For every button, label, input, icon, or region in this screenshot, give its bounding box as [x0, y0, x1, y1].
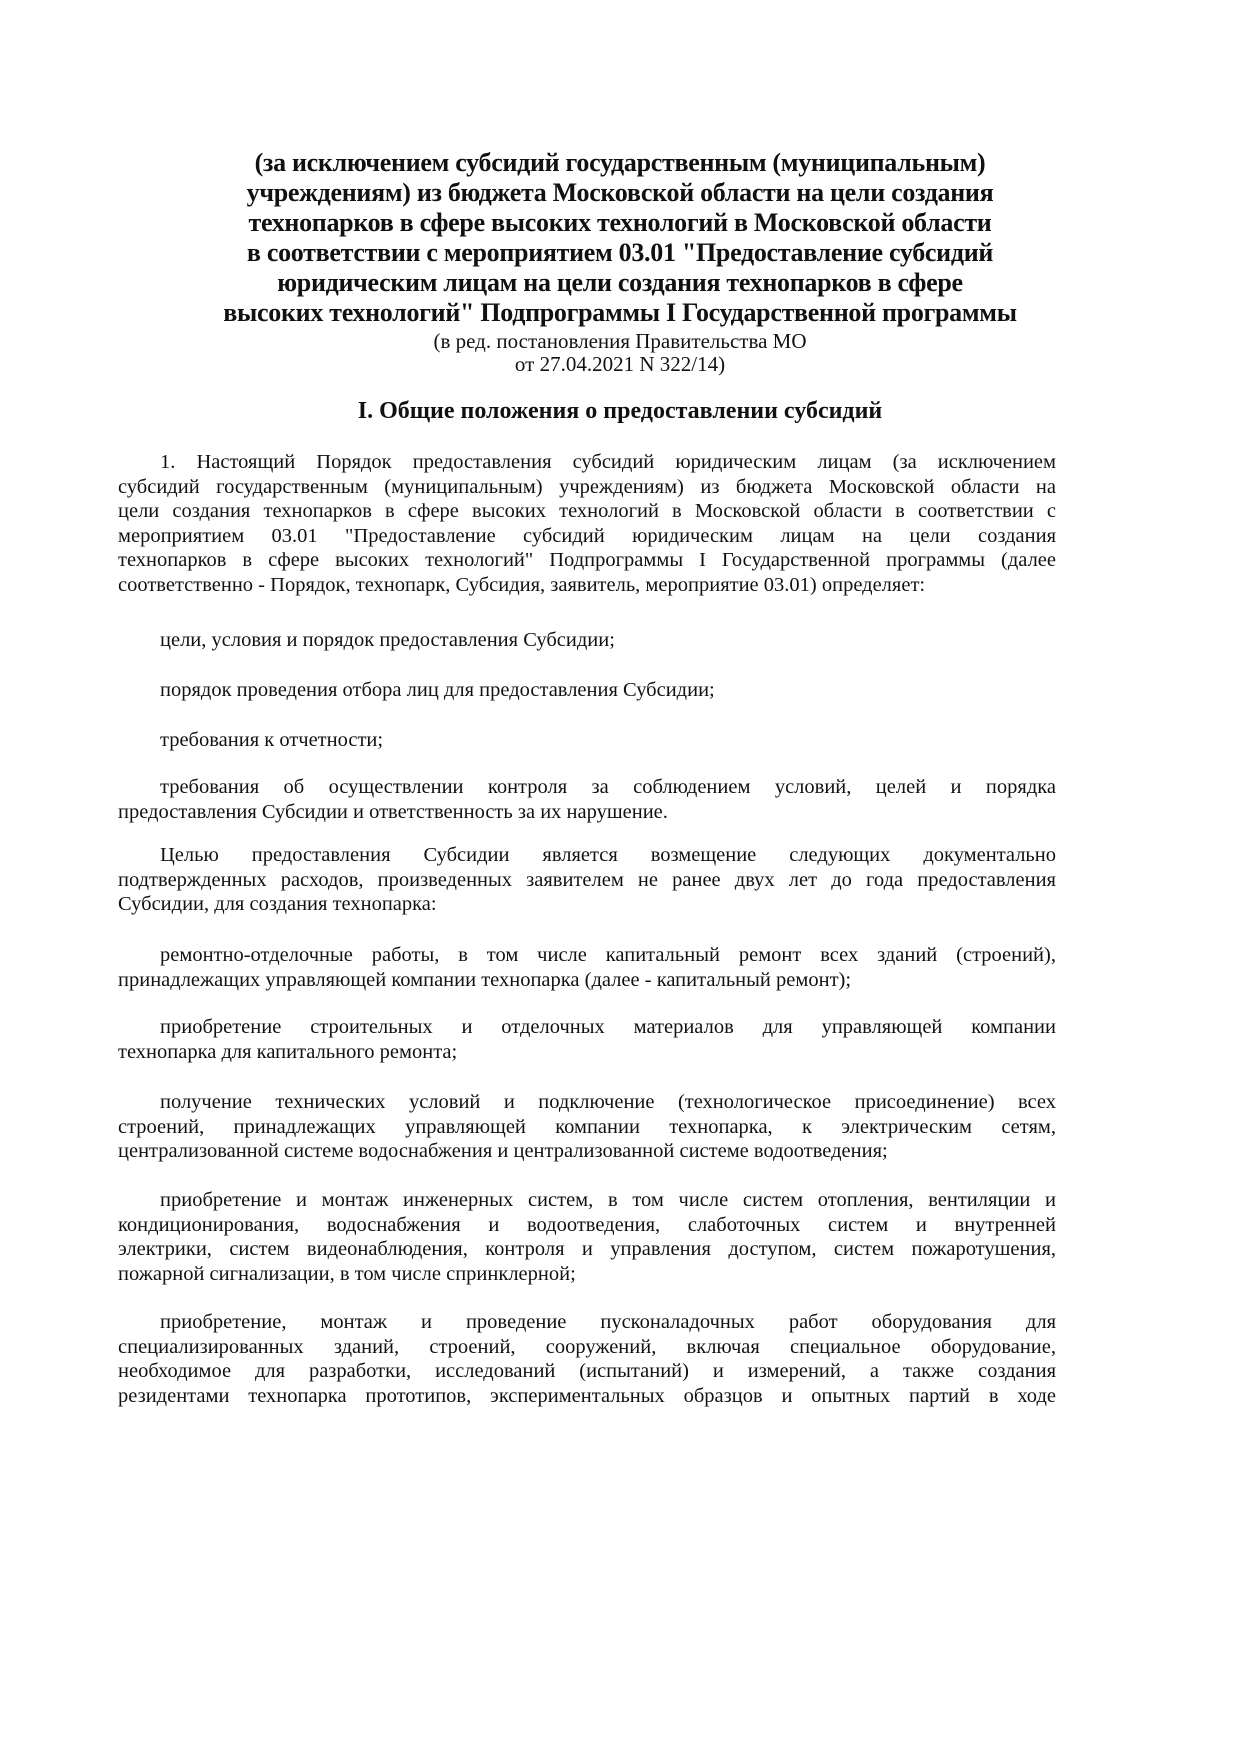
- paragraph-line: соответственно - Порядок, технопарк, Субсидия, заявитель, мероприятие 03.01) определяет:: [118, 573, 926, 596]
- paragraph-line: требования об осуществлении контроля за соблюдением условий, целей и порядка: [160, 776, 1056, 798]
- paragraph-line: приобретение и монтаж инженерных систем, в том числе систем отопления, вентиляции и: [160, 1189, 1056, 1211]
- paragraph-line: необходимое для разработки, исследований (испытаний) и измерений, а также создания: [118, 1360, 1056, 1382]
- paragraph: [118, 943, 1056, 992]
- paragraph: [118, 728, 1056, 753]
- title-line: учреждениям) из бюджета Московской области на цели создания: [246, 178, 994, 207]
- paragraph: [118, 678, 1056, 703]
- paragraph: [118, 628, 1056, 653]
- paragraph-line: субсидий государственным (муниципальным) учреждениям) из бюджета Московской области на: [118, 475, 1056, 498]
- amendment-note: [0, 330, 1240, 376]
- paragraph-line: предоставления Субсидии и ответственность за их нарушение.: [118, 800, 668, 823]
- paragraph-line: технопарка для капитального ремонта;: [118, 1040, 458, 1063]
- document-title: [0, 148, 1240, 328]
- paragraph: [118, 1090, 1056, 1164]
- paragraph: [118, 843, 1056, 917]
- amendment-line: (в ред. постановления Правительства МО: [433, 329, 807, 353]
- paragraph-line: цели, условия и порядок предоставления Субсидии;: [160, 629, 615, 651]
- paragraph-line: централизованной системе водоснабжения и централизованной системе водоотведения;: [118, 1140, 888, 1162]
- title-line: технопарков в сфере высоких технологий в Московской области: [248, 208, 992, 237]
- paragraph-line: принадлежащих управляющей компании технопарка (далее - капитальный ремонт);: [118, 968, 852, 991]
- paragraph-line: электрики, систем видеонаблюдения, контроля и управления доступом, систем пожаротушения,: [118, 1238, 1056, 1260]
- paragraph: [118, 1188, 1056, 1286]
- paragraph-line: 1. Настоящий Порядок предоставления субсидий юридическим лицам (за исключением: [160, 451, 1056, 473]
- paragraph-line: пожарной сигнализации, в том числе спринклерной;: [118, 1262, 576, 1285]
- paragraph-line: специализированных зданий, строений, сооружений, включая специальное оборудование,: [118, 1335, 1056, 1358]
- paragraph-line: технопарков в сфере высоких технологий" Подпрограммы I Государственной программы (далее: [118, 549, 1056, 571]
- title-line: в соответствии с мероприятием 03.01 "Предоставление субсидий: [246, 238, 994, 267]
- paragraph-line: приобретение строительных и отделочных материалов для управляющей компании: [160, 1016, 1056, 1038]
- paragraph-line: получение технических условий и подключение (технологическое присоединение) всех: [160, 1091, 1056, 1113]
- paragraph: [118, 1310, 1056, 1408]
- title-line: высоких технологий" Подпрограммы I Государственной программы: [223, 298, 1017, 327]
- paragraph-line: строений, принадлежащих управляющей компании технопарка, к электрическим сетям,: [118, 1115, 1056, 1138]
- paragraph-line: Целью предоставления Субсидии является возмещение следующих документально: [160, 844, 1056, 866]
- paragraph-line: цели создания технопарков в сфере высоких технологий в Московской области в соответствии с: [118, 500, 1056, 522]
- paragraph-line: требования к отчетности;: [160, 729, 384, 751]
- title-line: юридическим лицам на цели создания технопарков в сфере: [277, 268, 963, 297]
- paragraph-line: резидентами технопарка прототипов, экспериментальных образцов и опытных партий в ходе: [118, 1384, 1056, 1407]
- amendment-line: от 27.04.2021 N 322/14): [514, 352, 726, 376]
- paragraph-line: ремонтно-отделочные работы, в том числе капитальный ремонт всех зданий (строений),: [160, 944, 1056, 966]
- paragraph: [118, 775, 1056, 824]
- paragraph: [118, 1015, 1056, 1064]
- section-heading: I. Общие положения о предоставлении субсидий: [357, 398, 883, 424]
- paragraph-line: мероприятием 03.01 "Предоставление субсидий юридическим лицам на цели создания: [118, 524, 1056, 547]
- title-line: (за исключением субсидий государственным (муниципальным): [254, 148, 986, 177]
- paragraph: [118, 450, 1056, 597]
- paragraph-line: порядок проведения отбора лиц для предоставления Субсидии;: [160, 679, 715, 701]
- paragraph-line: Субсидии, для создания технопарка:: [118, 893, 437, 915]
- paragraph-line: подтвержденных расходов, произведенных заявителем не ранее двух лет до года предоставления: [118, 868, 1056, 891]
- paragraph-line: кондиционирования, водоснабжения и водоотведения, слаботочных систем и внутренней: [118, 1213, 1056, 1236]
- paragraph-line: приобретение, монтаж и проведение пусконаладочных работ оборудования для: [160, 1311, 1056, 1333]
